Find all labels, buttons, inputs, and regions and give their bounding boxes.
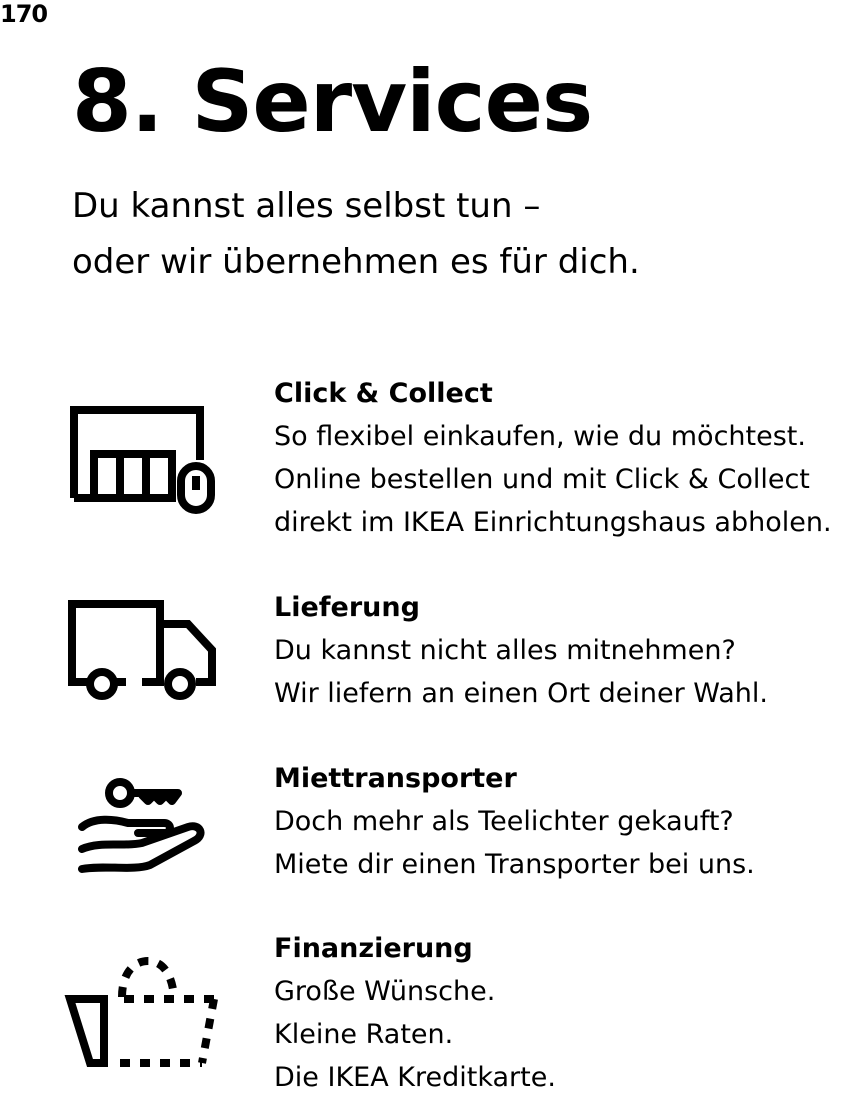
service-text [274,372,832,544]
service-line: direkt im IKEA Einrichtungshaus abholen. [274,507,832,538]
service-text [274,586,768,715]
service-heading: Click & Collect [274,378,493,409]
delivery-truck-icon [64,594,224,714]
intro-line: oder wir übernehmen es für dich. [72,242,640,282]
service-line: Kleine Raten. [274,1019,454,1050]
service-line: Die IKEA Kreditkarte. [274,1062,556,1093]
store-click-collect-icon [64,400,224,520]
service-line: Wir liefern an einen Ort deiner Wahl. [274,678,769,709]
service-heading: Finanzierung [274,933,473,964]
service-line: Du kannst nicht alles mitnehmen? [274,635,736,666]
shopping-basket-dotted-icon [64,955,224,1075]
service-line: Miete dir einen Transporter bei uns. [274,849,755,880]
service-line: Doch mehr als Teelichter gekauft? [274,806,734,837]
service-heading: Miettransporter [274,763,517,794]
service-line: Online bestellen und mit Click & Collect [274,464,810,495]
service-text [274,757,755,886]
key-hand-icon [64,769,224,889]
service-line: So flexibel einkaufen, wie du möchtest. [274,421,806,452]
service-text [274,927,556,1099]
intro-line: Du kannst alles selbst tun – [72,186,541,226]
page-number: 170 [0,0,48,28]
intro-text [72,178,640,290]
page-title: 8. Services [72,52,593,152]
service-line: Große Wünsche. [274,976,496,1007]
service-heading: Lieferung [274,592,420,623]
